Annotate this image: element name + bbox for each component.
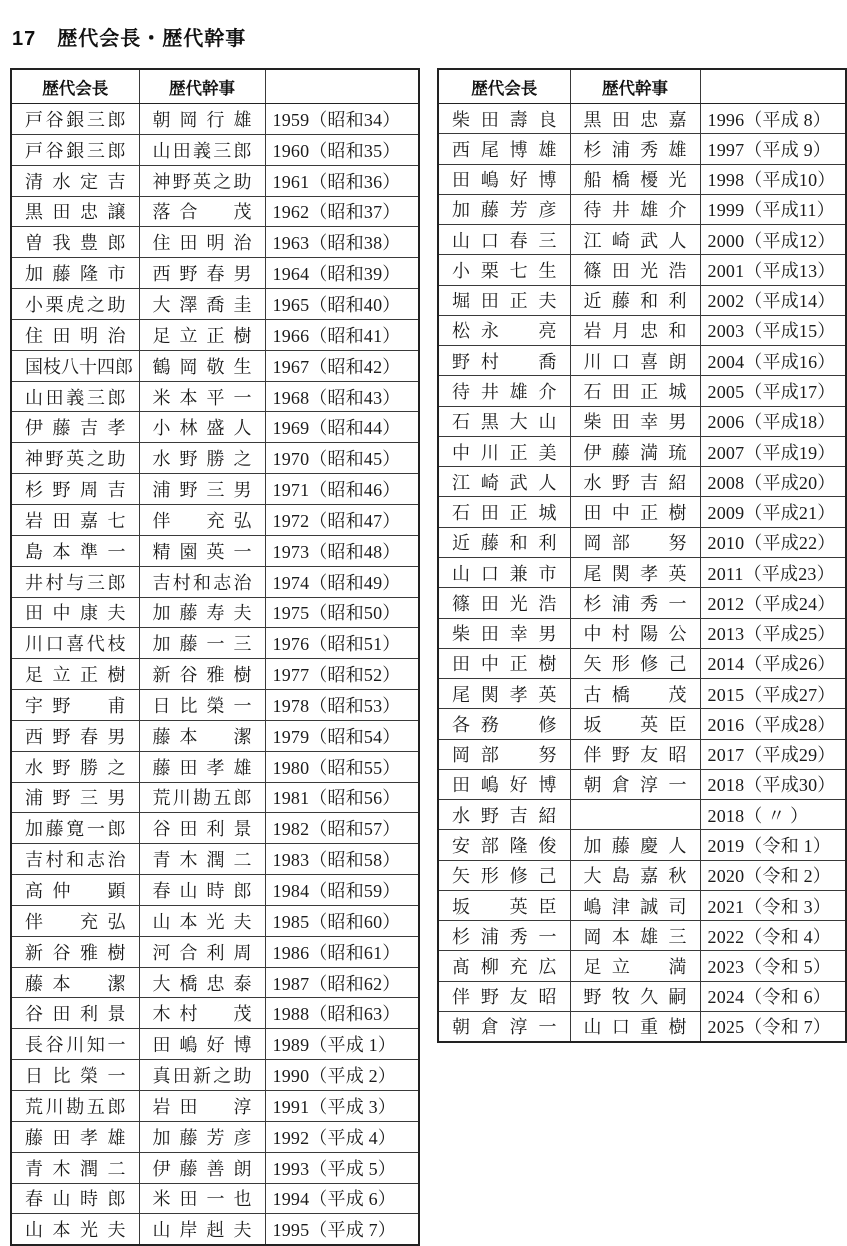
secretary-cell: 荒川勘五郎 (139, 782, 265, 813)
chairman-cell: 田中康夫 (11, 597, 139, 628)
chairman-cell: 岡部 努 (438, 739, 570, 769)
secretary-cell (570, 800, 700, 830)
table-row (438, 981, 846, 1011)
table-row (438, 346, 846, 376)
secretary-cell: 住田明治 (139, 227, 265, 258)
chairman-cell: 田嶋好博 (438, 164, 570, 194)
chairman-cell: 山口兼市 (438, 557, 570, 587)
year-cell: 1959（昭和34） (265, 104, 419, 135)
year-cell: 2015（平成27） (700, 679, 846, 709)
chairman-cell: 杉浦秀一 (438, 921, 570, 951)
secretary-cell: 吉村和志治 (139, 566, 265, 597)
chairman-cell: 神野英之助 (11, 443, 139, 474)
chairman-column-header: 歴代会長 (438, 69, 570, 104)
table-row (11, 165, 419, 196)
year-cell: 1997（平成 9） (700, 134, 846, 164)
year-cell: 1965（昭和40） (265, 289, 419, 320)
chairman-cell: 足立正樹 (11, 659, 139, 690)
secretary-cell: 加藤芳彦 (139, 1121, 265, 1152)
secretary-cell: 伊藤満琉 (570, 436, 700, 466)
secretary-cell: 米本平一 (139, 381, 265, 412)
secretary-cell: 水野勝之 (139, 443, 265, 474)
year-cell: 2022（令和 4） (700, 921, 846, 951)
chairman-cell: 田嶋好博 (438, 769, 570, 799)
year-cell: 1966（昭和41） (265, 319, 419, 350)
page-title: 17 歴代会長・歴代幹事 (12, 28, 247, 50)
chairman-cell: 朝倉淳一 (438, 1011, 570, 1041)
secretary-cell: 米田一也 (139, 1183, 265, 1214)
secretary-cell: 谷田利景 (139, 813, 265, 844)
year-cell: 1976（昭和51） (265, 628, 419, 659)
secretary-cell: 田中正樹 (570, 497, 700, 527)
chairman-cell: 春山時郎 (11, 1183, 139, 1214)
secretary-cell: 小林盛人 (139, 412, 265, 443)
table-row (11, 134, 419, 165)
table-row (11, 720, 419, 751)
chairman-cell: 黒田忠譲 (11, 196, 139, 227)
chairman-cell: 吉村和志治 (11, 844, 139, 875)
year-cell: 1990（平成 2） (265, 1060, 419, 1091)
year-cell: 1964（昭和39） (265, 258, 419, 289)
secretary-cell: 水野吉紹 (570, 467, 700, 497)
chairman-cell: 西野春男 (11, 720, 139, 751)
roster-table-1996-2025 (437, 68, 847, 1043)
secretary-cell: 柴田幸男 (570, 406, 700, 436)
chairman-cell: 待井雄介 (438, 376, 570, 406)
secretary-cell: 大島嘉秋 (570, 860, 700, 890)
table-row (11, 381, 419, 412)
year-cell: 1980（昭和55） (265, 751, 419, 782)
secretary-cell: 朝倉淳一 (570, 769, 700, 799)
year-cell: 1985（昭和60） (265, 905, 419, 936)
year-cell: 2001（平成13） (700, 255, 846, 285)
table-row (438, 285, 846, 315)
year-cell: 1972（昭和47） (265, 504, 419, 535)
secretary-cell: 春山時郎 (139, 875, 265, 906)
year-cell: 1969（昭和44） (265, 412, 419, 443)
secretary-cell: 待井雄介 (570, 194, 700, 224)
secretary-cell: 足立正樹 (139, 319, 265, 350)
secretary-cell: 岩田 淳 (139, 1091, 265, 1122)
table-row (11, 412, 419, 443)
table-row (438, 709, 846, 739)
year-cell: 2005（平成17） (700, 376, 846, 406)
year-cell: 2006（平成18） (700, 406, 846, 436)
secretary-cell: 山本光夫 (139, 905, 265, 936)
year-cell: 1967（昭和42） (265, 350, 419, 381)
chairman-cell: 戸谷銀三郎 (11, 104, 139, 135)
table-row (438, 739, 846, 769)
year-cell: 2018（ 〃 ） (700, 800, 846, 830)
table-row (11, 998, 419, 1029)
year-cell: 2008（平成20） (700, 467, 846, 497)
year-cell: 1982（昭和57） (265, 813, 419, 844)
year-cell: 1984（昭和59） (265, 875, 419, 906)
year-cell: 1994（平成 6） (265, 1183, 419, 1214)
table-row (11, 813, 419, 844)
chairman-cell: 坂 英臣 (438, 890, 570, 920)
year-cell: 1979（昭和54） (265, 720, 419, 751)
chairman-cell: 長谷川知一 (11, 1029, 139, 1060)
header-row (11, 69, 419, 104)
table-row (438, 648, 846, 678)
secretary-cell: 船橋櫌光 (570, 164, 700, 194)
table-row (11, 443, 419, 474)
chairman-cell: 伴野友昭 (438, 981, 570, 1011)
table-row (438, 860, 846, 890)
chairman-cell: 堀田正夫 (438, 285, 570, 315)
secretary-cell: 中村陽公 (570, 618, 700, 648)
year-cell: 2012（平成24） (700, 588, 846, 618)
chairman-cell: 日比榮一 (11, 1060, 139, 1091)
year-cell: 1975（昭和50） (265, 597, 419, 628)
secretary-cell: 新谷雅樹 (139, 659, 265, 690)
table-row (11, 1029, 419, 1060)
chairman-cell: 山田義三郎 (11, 381, 139, 412)
year-cell: 2011（平成23） (700, 557, 846, 587)
year-cell: 1993（平成 5） (265, 1152, 419, 1183)
secretary-cell: 伴 充弘 (139, 504, 265, 535)
secretary-cell: 大澤喬圭 (139, 289, 265, 320)
year-cell: 1987（昭和62） (265, 967, 419, 998)
secretary-cell: 岡本雄三 (570, 921, 700, 951)
table-row (11, 1152, 419, 1183)
year-cell: 1991（平成 3） (265, 1091, 419, 1122)
year-cell: 1960（昭和35） (265, 134, 419, 165)
chairman-cell: 柴田壽良 (438, 104, 570, 134)
chairman-cell: 住田明治 (11, 319, 139, 350)
table-row (11, 566, 419, 597)
chairman-cell: 柴田幸男 (438, 618, 570, 648)
year-cell: 2004（平成16） (700, 346, 846, 376)
table-row (11, 1060, 419, 1091)
secretary-cell: 朝岡行雄 (139, 104, 265, 135)
table-row (11, 104, 419, 135)
year-cell: 1961（昭和36） (265, 165, 419, 196)
secretary-cell: 大橋忠泰 (139, 967, 265, 998)
year-cell: 1998（平成10） (700, 164, 846, 194)
chairman-cell: 水野吉紹 (438, 800, 570, 830)
chairman-cell: 野村 喬 (438, 346, 570, 376)
secretary-cell: 足立 満 (570, 951, 700, 981)
secretary-cell: 田嶋好博 (139, 1029, 265, 1060)
year-column-header (265, 69, 419, 104)
year-cell: 1971（昭和46） (265, 474, 419, 505)
table-row (438, 467, 846, 497)
year-cell: 2002（平成14） (700, 285, 846, 315)
chairman-cell: 小栗七生 (438, 255, 570, 285)
secretary-cell: 岩月忠和 (570, 315, 700, 345)
chairman-cell: 清水定吉 (11, 165, 139, 196)
secretary-cell: 浦野三男 (139, 474, 265, 505)
year-cell: 2024（令和 6） (700, 981, 846, 1011)
year-cell: 1962（昭和37） (265, 196, 419, 227)
table-row (438, 951, 846, 981)
secretary-cell: 山口重樹 (570, 1011, 700, 1041)
year-cell: 1974（昭和49） (265, 566, 419, 597)
year-cell: 2021（令和 3） (700, 890, 846, 920)
table-row (438, 164, 846, 194)
secretary-cell: 伊藤善朗 (139, 1152, 265, 1183)
table-row (11, 967, 419, 998)
table-row (11, 289, 419, 320)
table-row (438, 769, 846, 799)
chairman-cell: 宇野 甫 (11, 690, 139, 721)
chairman-cell: 杉野周吉 (11, 474, 139, 505)
chairman-cell: 山本光夫 (11, 1214, 139, 1245)
table-row (438, 436, 846, 466)
chairman-cell: 矢形修己 (438, 860, 570, 890)
secretary-cell: 黒田忠嘉 (570, 104, 700, 134)
secretary-cell: 精園英一 (139, 535, 265, 566)
secretary-cell: 日比榮一 (139, 690, 265, 721)
table-row (11, 258, 419, 289)
table-row (438, 800, 846, 830)
year-cell: 2018（平成30） (700, 769, 846, 799)
year-cell: 1988（昭和63） (265, 998, 419, 1029)
chairman-cell: 石田正城 (438, 497, 570, 527)
chairman-cell: 曽我豊郎 (11, 227, 139, 258)
table-row (11, 690, 419, 721)
secretary-cell: 河合利周 (139, 936, 265, 967)
year-cell: 1978（昭和53） (265, 690, 419, 721)
table-row (438, 315, 846, 345)
year-cell: 2014（平成26） (700, 648, 846, 678)
secretary-cell: 杉浦秀一 (570, 588, 700, 618)
secretary-cell: 近藤和利 (570, 285, 700, 315)
secretary-cell: 川口喜朗 (570, 346, 700, 376)
year-cell: 1973（昭和48） (265, 535, 419, 566)
secretary-cell: 杉浦秀雄 (570, 134, 700, 164)
secretary-cell: 西野春男 (139, 258, 265, 289)
secretary-cell: 山田義三郎 (139, 134, 265, 165)
year-cell: 2019（令和 1） (700, 830, 846, 860)
chairman-cell: 谷田利景 (11, 998, 139, 1029)
chairman-cell: 浦野三男 (11, 782, 139, 813)
secretary-cell: 矢形修己 (570, 648, 700, 678)
year-cell: 2000（平成12） (700, 225, 846, 255)
chairman-cell: 加藤寛一郎 (11, 813, 139, 844)
chairman-cell: 中川正美 (438, 436, 570, 466)
chairman-cell: 井村与三郎 (11, 566, 139, 597)
table-row (11, 196, 419, 227)
table-row (438, 134, 846, 164)
year-cell: 2009（平成21） (700, 497, 846, 527)
table-row (438, 406, 846, 436)
table-row (438, 830, 846, 860)
chairman-cell: 伴 充弘 (11, 905, 139, 936)
secretary-cell: 青木潤二 (139, 844, 265, 875)
table-row (438, 890, 846, 920)
secretary-cell: 嶋津誠司 (570, 890, 700, 920)
year-cell: 2010（平成22） (700, 527, 846, 557)
table-row (11, 1121, 419, 1152)
year-cell: 1989（平成 1） (265, 1029, 419, 1060)
chairman-column-header: 歴代会長 (11, 69, 139, 104)
table-row (438, 1011, 846, 1041)
secretary-cell: 伴野友昭 (570, 739, 700, 769)
year-cell: 1996（平成 8） (700, 104, 846, 134)
year-cell: 2013（平成25） (700, 618, 846, 648)
year-cell: 2003（平成15） (700, 315, 846, 345)
table-row (11, 535, 419, 566)
table-row (11, 844, 419, 875)
secretary-cell: 神野英之助 (139, 165, 265, 196)
table-row (11, 875, 419, 906)
year-cell: 2016（平成28） (700, 709, 846, 739)
table-row (438, 225, 846, 255)
header-row (438, 69, 846, 104)
table-row (438, 618, 846, 648)
roster-table-1959-1995 (10, 68, 420, 1246)
chairman-cell: 石黒大山 (438, 406, 570, 436)
table-row (11, 227, 419, 258)
table-row (11, 319, 419, 350)
chairman-cell: 各務 修 (438, 709, 570, 739)
chairman-cell: 高仲 顕 (11, 875, 139, 906)
secretary-cell: 篠田光浩 (570, 255, 700, 285)
year-cell: 1992（平成 4） (265, 1121, 419, 1152)
chairman-cell: 荒川勘五郎 (11, 1091, 139, 1122)
chairman-cell: 江崎武人 (438, 467, 570, 497)
table-row (11, 1091, 419, 1122)
table-row (11, 659, 419, 690)
year-column-header (700, 69, 846, 104)
secretary-cell: 藤本 潔 (139, 720, 265, 751)
year-cell: 1999（平成11） (700, 194, 846, 224)
table-row (438, 194, 846, 224)
secretary-cell: 木村 茂 (139, 998, 265, 1029)
table-row (11, 782, 419, 813)
secretary-cell: 岡部 努 (570, 527, 700, 557)
year-cell: 1981（昭和56） (265, 782, 419, 813)
year-cell: 1986（昭和61） (265, 936, 419, 967)
year-cell: 1963（昭和38） (265, 227, 419, 258)
secretary-cell: 加藤慶人 (570, 830, 700, 860)
secretary-column-header: 歴代幹事 (570, 69, 700, 104)
table-row (11, 1214, 419, 1245)
chairman-cell: 藤本 潔 (11, 967, 139, 998)
year-cell: 1970（昭和45） (265, 443, 419, 474)
secretary-cell: 石田正城 (570, 376, 700, 406)
table-row (11, 905, 419, 936)
year-cell: 2025（令和 7） (700, 1011, 846, 1041)
chairman-cell: 髙柳充広 (438, 951, 570, 981)
chairman-cell: 安部隆俊 (438, 830, 570, 860)
chairman-cell: 岩田嘉七 (11, 504, 139, 535)
secretary-cell: 加藤寿夫 (139, 597, 265, 628)
table-row (438, 497, 846, 527)
year-cell: 2020（令和 2） (700, 860, 846, 890)
table-row (11, 751, 419, 782)
year-cell: 1995（平成 7） (265, 1214, 419, 1245)
secretary-cell: 古橋 茂 (570, 679, 700, 709)
chairman-cell: 加藤芳彦 (438, 194, 570, 224)
year-cell: 1983（昭和58） (265, 844, 419, 875)
year-cell: 2017（平成29） (700, 739, 846, 769)
chairman-cell: 川口喜代枝 (11, 628, 139, 659)
table-row (11, 628, 419, 659)
secretary-cell: 加藤一三 (139, 628, 265, 659)
table-row (438, 376, 846, 406)
chairman-cell: 近藤和利 (438, 527, 570, 557)
table-row (11, 504, 419, 535)
chairman-cell: 松永 亮 (438, 315, 570, 345)
year-cell: 2007（平成19） (700, 436, 846, 466)
year-cell: 1977（昭和52） (265, 659, 419, 690)
table-row (11, 474, 419, 505)
table-row (11, 597, 419, 628)
secretary-cell: 山岸赳夫 (139, 1214, 265, 1245)
chairman-cell: 伊藤吉孝 (11, 412, 139, 443)
secretary-cell: 坂 英臣 (570, 709, 700, 739)
chairman-cell: 加藤隆市 (11, 258, 139, 289)
chairman-cell: 篠田光浩 (438, 588, 570, 618)
table-row (438, 527, 846, 557)
table-row (438, 557, 846, 587)
chairman-cell: 国枝八十四郎 (11, 350, 139, 381)
secretary-cell: 尾関孝英 (570, 557, 700, 587)
table-row (11, 936, 419, 967)
year-cell: 2023（令和 5） (700, 951, 846, 981)
table-row (438, 104, 846, 134)
chairman-cell: 水野勝之 (11, 751, 139, 782)
secretary-column-header: 歴代幹事 (139, 69, 265, 104)
secretary-cell: 江崎武人 (570, 225, 700, 255)
secretary-cell: 鶴岡敬生 (139, 350, 265, 381)
secretary-cell: 落合 茂 (139, 196, 265, 227)
chairman-cell: 藤田孝雄 (11, 1121, 139, 1152)
table-row (438, 255, 846, 285)
table-row (438, 679, 846, 709)
chairman-cell: 島本準一 (11, 535, 139, 566)
chairman-cell: 山口春三 (438, 225, 570, 255)
chairman-cell: 青木潤二 (11, 1152, 139, 1183)
chairman-cell: 尾関孝英 (438, 679, 570, 709)
chairman-cell: 西尾博雄 (438, 134, 570, 164)
table-row (438, 921, 846, 951)
chairman-cell: 新谷雅樹 (11, 936, 139, 967)
secretary-cell: 真田新之助 (139, 1060, 265, 1091)
chairman-cell: 戸谷銀三郎 (11, 134, 139, 165)
table-row (11, 1183, 419, 1214)
chairman-cell: 小栗虎之助 (11, 289, 139, 320)
secretary-cell: 藤田孝雄 (139, 751, 265, 782)
year-cell: 1968（昭和43） (265, 381, 419, 412)
chairman-cell: 田中正樹 (438, 648, 570, 678)
secretary-cell: 野牧久嗣 (570, 981, 700, 1011)
table-row (11, 350, 419, 381)
table-row (438, 588, 846, 618)
